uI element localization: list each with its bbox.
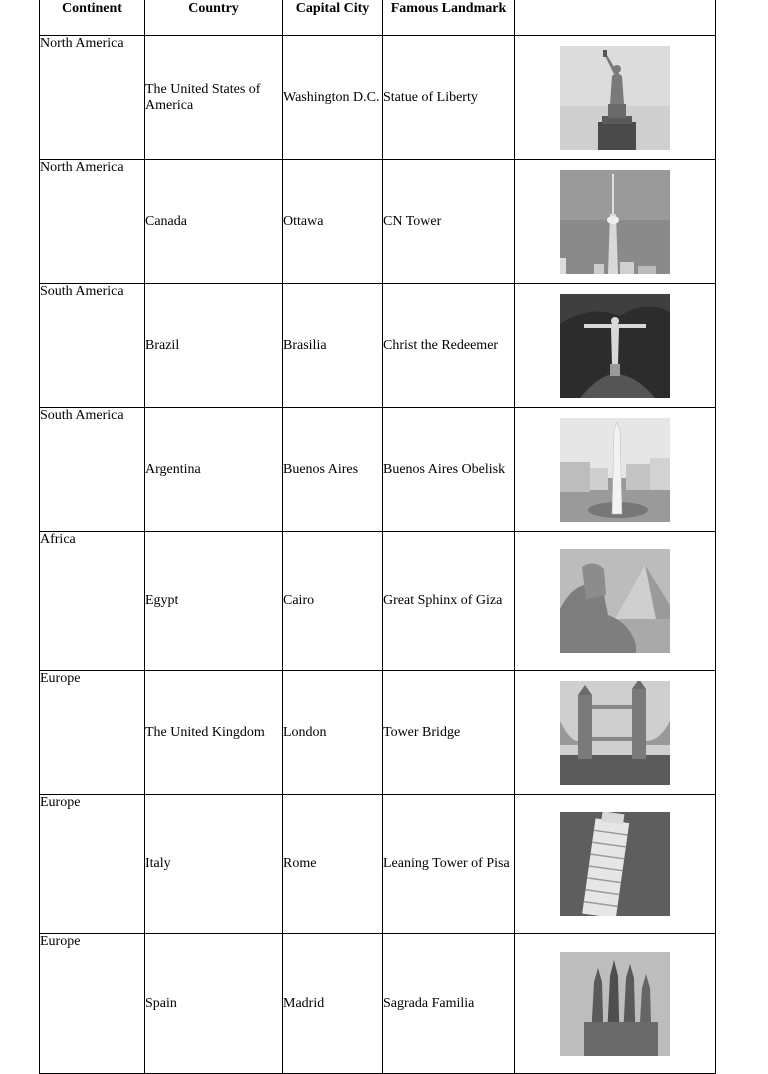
sagrada-familia-photo — [560, 952, 670, 1056]
table-row — [40, 408, 716, 532]
cell-landmark: Buenos Aires Obelisk — [383, 408, 515, 532]
table-row — [40, 160, 716, 284]
cell-country: Brazil — [145, 284, 283, 408]
cell-continent: Europe — [40, 795, 145, 934]
table-row — [40, 36, 716, 160]
cell-continent: Europe — [40, 671, 145, 795]
cell-landmark: Sagrada Familia — [383, 934, 515, 1074]
header-country: Country — [145, 0, 283, 36]
table-row — [40, 532, 716, 671]
cell-landmark: Leaning Tower of Pisa — [383, 795, 515, 934]
tower-bridge-photo — [560, 681, 670, 785]
cn-tower-photo — [560, 170, 670, 274]
cell-capital: Madrid — [283, 934, 383, 1074]
cell-capital: Buenos Aires — [283, 408, 383, 532]
cell-continent: South America — [40, 408, 145, 532]
cell-continent: South America — [40, 284, 145, 408]
cell-country: The United Kingdom — [145, 671, 283, 795]
table-row — [40, 284, 716, 408]
cell-landmark: Statue of Liberty — [383, 36, 515, 160]
table-row — [40, 934, 716, 1074]
cell-landmark: Great Sphinx of Giza — [383, 532, 515, 671]
header-row — [40, 0, 716, 36]
cell-landmark: Tower Bridge — [383, 671, 515, 795]
christ-the-redeemer-photo — [560, 294, 670, 398]
cell-landmark: Christ the Redeemer — [383, 284, 515, 408]
statue-of-liberty-photo — [560, 46, 670, 150]
leaning-tower-photo — [560, 812, 670, 916]
cell-country: The United States of America — [145, 36, 283, 160]
cell-continent: Africa — [40, 532, 145, 671]
header-photo — [515, 0, 716, 36]
cell-capital: Ottawa — [283, 160, 383, 284]
header-landmark: Famous Landmark — [383, 0, 515, 36]
cell-capital: London — [283, 671, 383, 795]
cell-capital: Rome — [283, 795, 383, 934]
cell-capital: Washington D.C. — [283, 36, 383, 160]
sphinx-photo — [560, 549, 670, 653]
cell-country: Italy — [145, 795, 283, 934]
cell-capital: Brasilia — [283, 284, 383, 408]
cell-capital: Cairo — [283, 532, 383, 671]
landmarks-table — [39, 0, 716, 1074]
table-row — [40, 795, 716, 934]
cell-country: Spain — [145, 934, 283, 1074]
cell-continent: North America — [40, 160, 145, 284]
cell-landmark: CN Tower — [383, 160, 515, 284]
obelisk-photo — [560, 418, 670, 522]
cell-continent: North America — [40, 36, 145, 160]
cell-country: Egypt — [145, 532, 283, 671]
header-capital: Capital City — [283, 0, 383, 36]
header-continent: Continent — [40, 0, 145, 36]
cell-continent: Europe — [40, 934, 145, 1074]
table-row — [40, 671, 716, 795]
cell-country: Argentina — [145, 408, 283, 532]
cell-country: Canada — [145, 160, 283, 284]
